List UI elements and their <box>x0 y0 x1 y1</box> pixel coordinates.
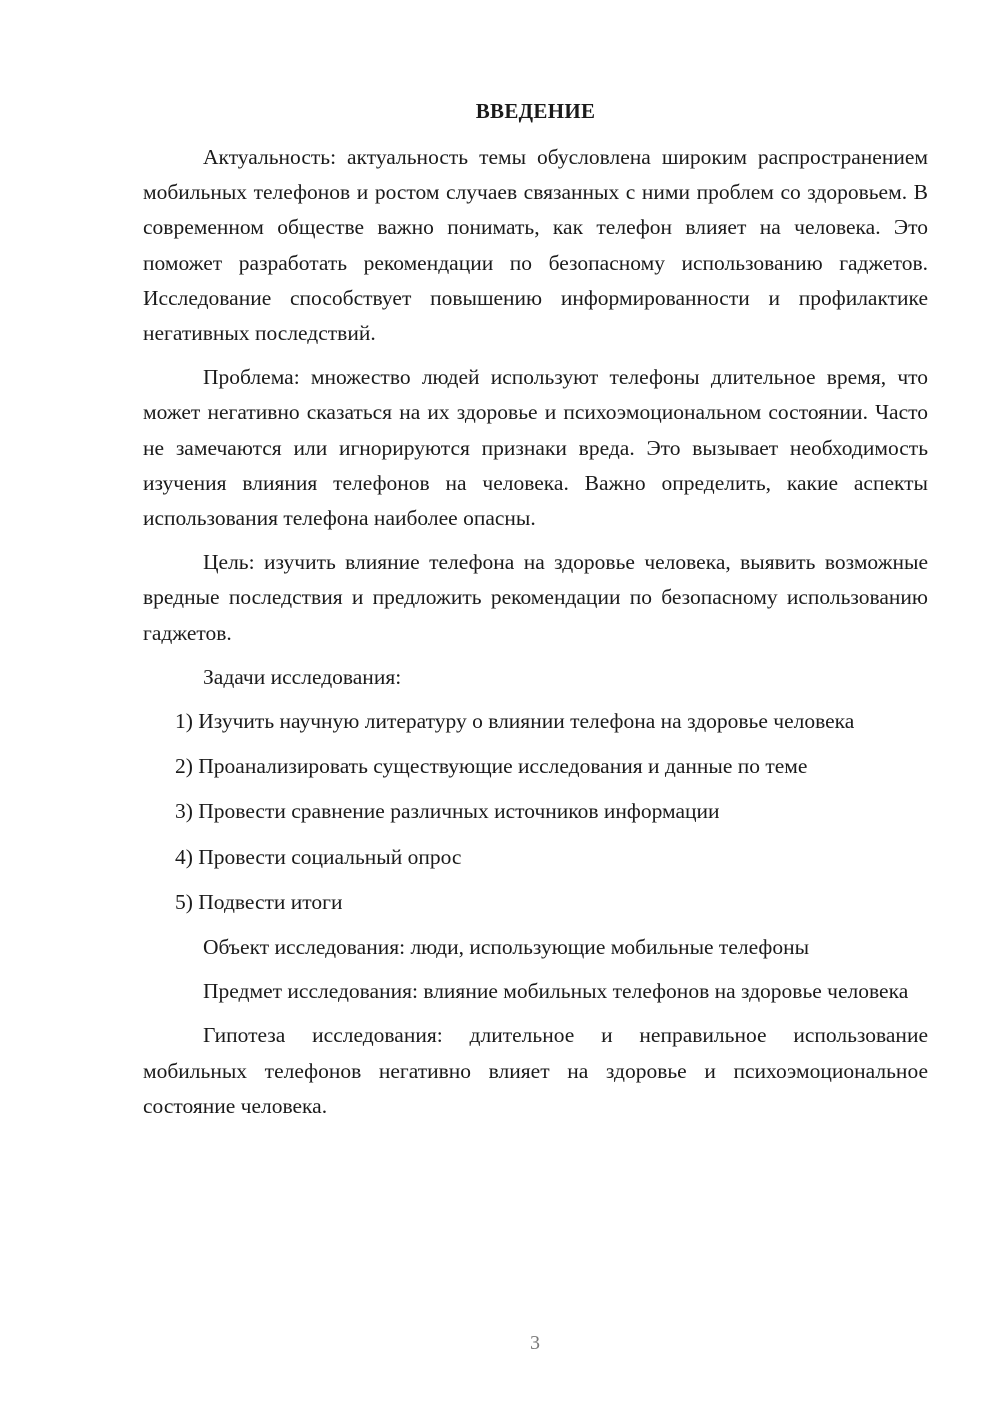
document-title: ВВЕДЕНИЕ <box>475 99 596 123</box>
tasks-list <box>143 704 928 920</box>
relevance-paragraph: Актуальность: актуальность темы обусловлена широким распространением мобильных телефонов и ростом случаев связанных с ними проблем со здоровьем. В современном обществе важно понимать, как телефон влияет на человека. Это поможет разработать рекомендации по безопасному использованию гаджетов. Исследование способствует повышению информированности и профилактике негативных последствий. <box>143 145 928 346</box>
problem-paragraph: Проблема: множество людей используют телефоны длительное время, что может негативно сказаться на их здоровье и психоэмоциональном состоянии. Часто не замечаются или игнорируются признаки вреда. Это вызывает необходимость изучения влияния телефонов на человека. Важно определить, какие аспекты использования телефона наиболее опасны. <box>143 365 928 531</box>
task-item: 2) Проанализировать существующие исследования и данные по теме <box>175 754 808 779</box>
task-item: 4) Провести социальный опрос <box>175 844 462 869</box>
task-item: 1) Изучить научную литературу о влиянии телефона на здоровье человека <box>175 709 855 734</box>
page-number: 3 <box>530 1332 540 1354</box>
document-page <box>143 96 928 1133</box>
subject-paragraph: Предмет исследования: влияние мобильных телефонов на здоровье человека <box>203 979 909 1004</box>
tasks-heading: Задачи исследования: <box>203 664 402 689</box>
goal-paragraph: Цель: изучить влияние телефона на здоровье человека, выявить возможные вредные последствия и предложить рекомендации по безопасному использованию гаджетов. <box>143 550 928 645</box>
task-item: 3) Провести сравнение различных источников информации <box>175 799 720 824</box>
hypothesis-paragraph: Гипотеза исследования: длительное и неправильное использование мобильных телефонов негативно влияет на здоровье и психоэмоциональное состояние человека. <box>143 1023 928 1118</box>
task-item: 5) Подвести итоги <box>175 889 343 914</box>
object-paragraph: Объект исследования: люди, использующие мобильные телефоны <box>203 935 810 960</box>
